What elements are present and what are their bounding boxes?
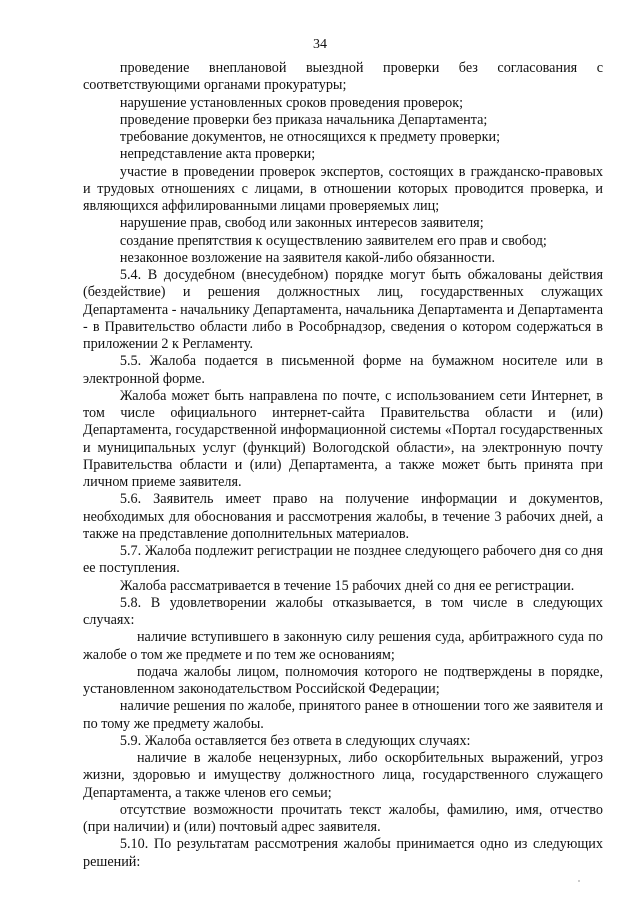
paragraph: непредставление акта проверки; — [119, 146, 316, 163]
document-body — [83, 60, 603, 871]
paragraph: требование документов, не относящихся к предмету проверки; — [119, 129, 501, 145]
paragraph: наличие решения по жалобе, принятого ранее в отношении того же заявителя и по тому же предмету жалобы. — [83, 698, 603, 732]
paragraph: 5.4. В досудебном (внесудебном) порядке могут быть обжалованы действия (бездействие) и решения должностных лиц, государственных служащих Департамента - начальнику Департамента, начальника Департамента и Департамента - в Правительство области либо в Рособрнадзор, сведения о котором содержаться в приложении 2 к Регламенту. — [83, 267, 603, 352]
paragraph: 5.8. В удовлетворении жалобы отказывается, в том числе в следующих случаях: — [83, 594, 603, 628]
paragraph: незаконное возложение на заявителя какой-либо обязанности. — [119, 249, 496, 266]
paragraph: подача жалобы лицом, полномочия которого не подтверждены в порядке, установленном законодательством Российской Федерации; — [83, 663, 603, 697]
paragraph: наличие вступившего в законную силу решения суда, арбитражного суда по жалобе о том же предмете и по тем же основаниям; — [83, 629, 603, 663]
paragraph: отсутствие возможности прочитать текст жалобы, фамилию, имя, отчество (при наличии) и (или) почтовый адрес заявителя. — [83, 801, 603, 835]
paragraph: 5.6. Заявитель имеет право на получение информации и документов, необходимых для обоснования и рассмотрения жалобы, в течение 3 рабочих дней, а также на представление дополнительных материалов. — [83, 491, 603, 542]
page-number: 34 — [313, 37, 327, 52]
paragraph: Жалоба рассматривается в течение 15 рабочих дней со дня ее регистрации. — [119, 577, 575, 594]
paragraph: 5.5. Жалоба подается в письменной форме на бумажном носителе или в электронной форме. — [83, 353, 603, 387]
paragraph: проведение проверки без приказа начальника Департамента; — [119, 111, 488, 128]
paragraph: создание препятствия к осуществлению заявителем его прав и свобод; — [119, 232, 547, 249]
scan-speck — [578, 880, 580, 882]
paragraph: Жалоба может быть направлена по почте, с использованием сети Интернет, в том числе официального интернет-сайта Правительства области и (или) Департамента, государственной информационной системы «Портал государственных и муниципальных услуг (функций) Вологодской области», на электронную почту Правительства области и (или) Департамента, а также может быть принята при личном приеме заявителя. — [83, 387, 603, 490]
paragraph: 5.7. Жалоба подлежит регистрации не позднее следующего рабочего дня со дня ее поступления. — [83, 543, 603, 577]
paragraph: 5.9. Жалоба оставляется без ответа в следующих случаях: — [119, 732, 471, 749]
paragraph: наличие в жалобе нецензурных, либо оскорбительных выражений, угроз жизни, здоровью и имуществу должностного лица, государственного служащего Департамента, а также членов его семьи; — [83, 750, 603, 801]
paragraph: нарушение прав, свобод или законных интересов заявителя; — [119, 215, 484, 232]
paragraph: проведение внеплановой выездной проверки без согласования с соответствующими органами прокуратуры; — [83, 60, 603, 94]
paragraph: нарушение установленных сроков проведения проверок; — [119, 94, 464, 111]
paragraph: участие в проведении проверок экспертов, состоящих в гражданско-правовых и трудовых отношениях с лицами, в отношении которых проводится проверка, и являющихся аффилированными лицами проверяемых лиц; — [83, 163, 603, 214]
paragraph: 5.10. По результатам рассмотрения жалобы принимается одно из следующих решений: — [83, 836, 603, 870]
